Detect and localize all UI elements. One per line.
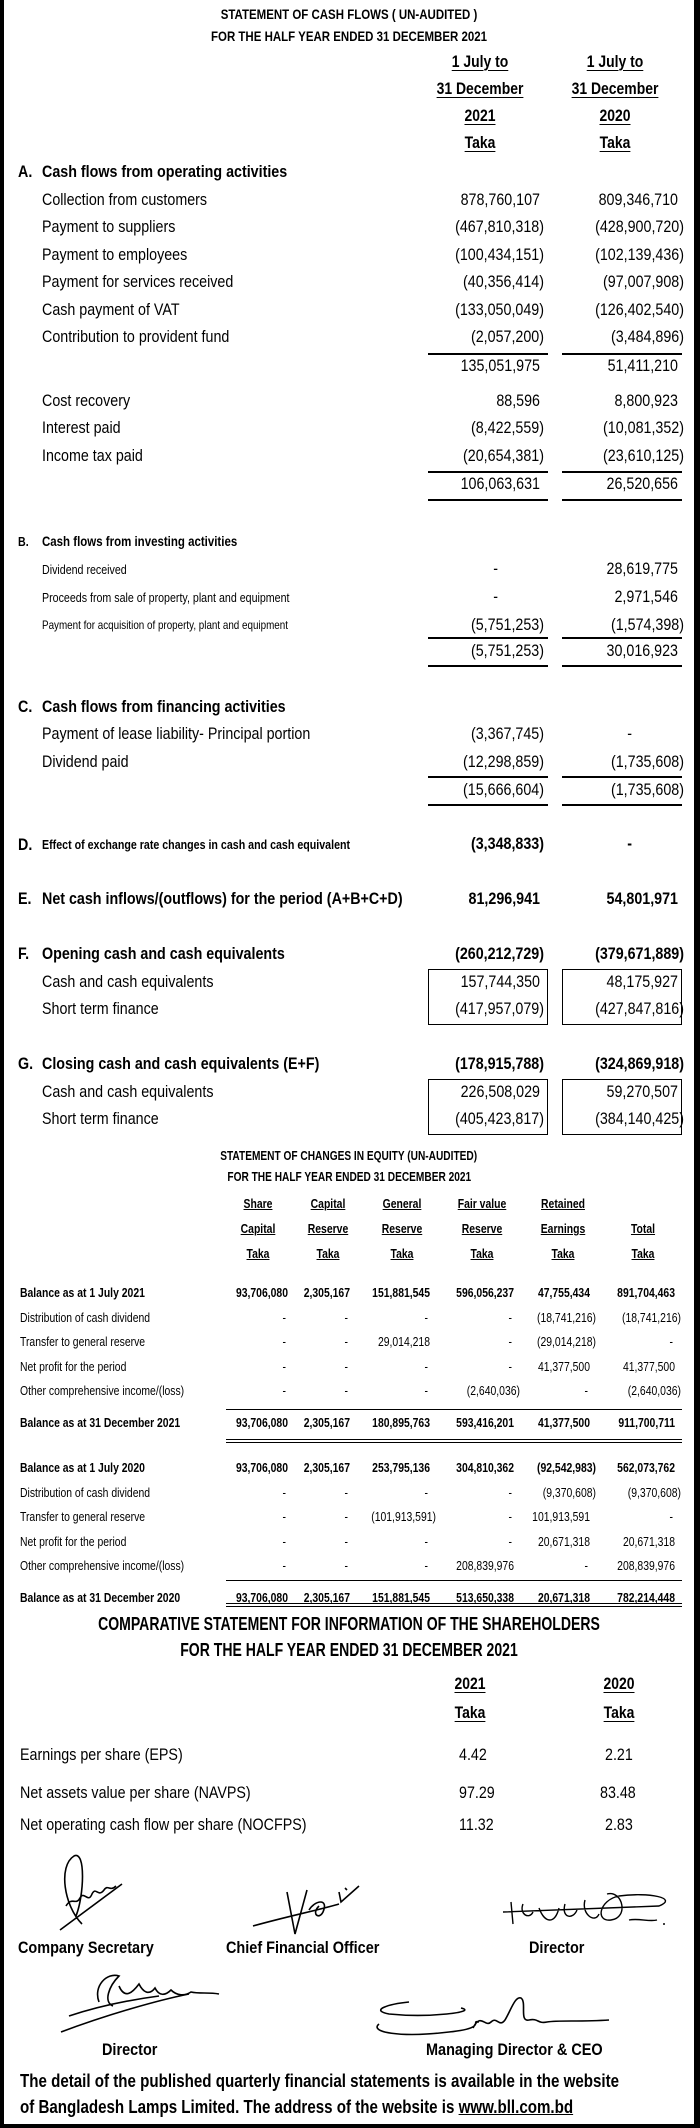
section-c-heading: Cash flows from financing activities [42, 697, 286, 716]
footer-line-2-text: of Bangladesh Lamps Limited. The address of the website is [20, 2097, 459, 2117]
value-2020: (1,574,398) [610, 615, 684, 634]
section-d-heading: Effect of exchange rate changes in cash and cash equivalent [42, 837, 351, 852]
equity-cell: - [584, 1383, 588, 1398]
row-label: Interest paid [42, 418, 121, 437]
cmp-col-2020-year: 2020 [603, 1674, 635, 1693]
equity-cell: - [584, 1558, 588, 1573]
col-2021-line2: 31 December [436, 79, 524, 98]
equity-row-label: Balance as at 31 December 2021 [20, 1414, 181, 1430]
value-2021: (40,356,414) [463, 272, 544, 291]
equity-row-label: Other comprehensive income/(loss) [20, 1383, 185, 1398]
equity-cell: - [669, 1509, 673, 1524]
underline-2020 [562, 637, 682, 639]
value-2021: (3,367,745) [470, 724, 544, 743]
value-2020: (10,081,352) [603, 418, 684, 437]
equity-cell: - [344, 1509, 348, 1524]
equity-row-label: Transfer to general reserve [20, 1334, 146, 1349]
section-f-2021: (260,212,729) [455, 944, 544, 963]
col-2020-line4: Taka [599, 133, 631, 152]
value-2020: (23,610,125) [603, 446, 684, 465]
section-b-letter: B. [18, 534, 29, 549]
signature-role-managing-director-ceo: Managing Director & CEO [426, 2040, 603, 2059]
footer-line-2 [20, 2097, 573, 2118]
cash-flow-title: STATEMENT OF CASH FLOWS ( UN-AUDITED ) [220, 6, 478, 22]
section-f-heading: Opening cash and cash equivalents [42, 944, 285, 963]
equity-cell: 562,073,762 [617, 1460, 675, 1475]
equity-cell: 782,214,448 [617, 1589, 675, 1605]
col-line1: General [382, 1196, 422, 1211]
row-label: Payment for acquisition of property, plant and equipment [42, 618, 288, 632]
equity-row-label: Other comprehensive income/(loss) [20, 1558, 185, 1573]
equity-row-label: Distribution of cash dividend [20, 1484, 151, 1500]
section-c-letter: C. [18, 697, 33, 716]
equity-cell: - [424, 1533, 428, 1549]
section-b-heading: Cash flows from investing activities [42, 533, 238, 549]
equity-cell: 20,671,318 [537, 1589, 590, 1605]
section-e-heading: Net cash inflows/(outflows) for the period (A+B+C+D) [42, 889, 403, 908]
value-2021: (133,050,049) [455, 300, 544, 319]
value-2020: (1,735,608) [610, 752, 684, 771]
col-line3: Taka [246, 1246, 270, 1261]
row-label: Cash and cash equivalents [42, 972, 214, 991]
equity-cell: - [282, 1533, 286, 1549]
section-d-2021: (3,348,833) [470, 834, 544, 853]
equity-cell: 2,305,167 [303, 1460, 350, 1475]
row-label: Payment for services received [42, 272, 234, 291]
cmp-col-2020-unit: Taka [603, 1703, 635, 1722]
row-label: Short term finance [42, 1109, 159, 1128]
value-2020: (384,140,425) [595, 1109, 684, 1128]
signature-company-secretary-icon [54, 1846, 134, 1936]
col-2020-line2: 31 December [571, 79, 659, 98]
value-2020: 2.21 [605, 1745, 633, 1764]
equity-cell: - [508, 1533, 512, 1549]
row-label: Cash payment of VAT [42, 300, 180, 319]
section-f-2020: (379,671,889) [595, 944, 684, 963]
signature-role-director-2: Director [102, 2040, 158, 2059]
equity-cell: - [282, 1309, 286, 1325]
equity-cell: 253,795,136 [372, 1460, 430, 1475]
section-a-heading: Cash flows from operating activities [42, 162, 288, 181]
underline-2021 [428, 776, 548, 778]
row-label: Dividend received [42, 562, 127, 577]
equity-cell: - [424, 1558, 428, 1573]
equity-cell: 101,913,591 [532, 1509, 590, 1524]
section-d-2020: - [627, 834, 632, 853]
underline-2020 [562, 471, 682, 473]
equity-subtitle-text: FOR THE HALF YEAR ENDED 31 DECEMBER 2021 [227, 1169, 471, 1184]
equity-row-label: Balance as at 1 July 2021 [20, 1285, 145, 1300]
section-c-total-2020: (1,735,608) [610, 780, 684, 799]
signature-director-2-icon [59, 1966, 249, 2036]
value-2021: 88,596 [496, 391, 540, 410]
equity-subtitle [4, 1169, 694, 1184]
col-2020-line3: 2020 [599, 106, 631, 125]
col-2021-line4: Taka [464, 133, 496, 152]
row-label: Dividend paid [42, 752, 129, 771]
underline-2020 [562, 776, 682, 778]
section-a-total-2021: 106,063,631 [460, 474, 540, 493]
section-b-total-2021: (5,751,253) [470, 641, 544, 660]
equity-cell: 2,305,167 [303, 1285, 350, 1300]
col-line1: Share [243, 1196, 273, 1211]
equity-cell: - [344, 1383, 348, 1398]
equity-cell: - [282, 1509, 286, 1524]
col-2021-line3: 2021 [464, 106, 496, 125]
equity-cell: 41,377,500 [537, 1358, 590, 1374]
value-2021: 97.29 [459, 1783, 495, 1802]
equity-2020-double-rule-top [226, 1603, 682, 1604]
equity-cell: (2,640,036) [466, 1383, 520, 1398]
equity-cell: 891,704,463 [617, 1285, 675, 1300]
equity-cell: - [424, 1484, 428, 1500]
row-label: Payment to suppliers [42, 217, 176, 236]
value-2020: 83.48 [600, 1783, 636, 1802]
equity-2020-double-rule-bottom [226, 1606, 682, 1607]
value-2020: - [627, 724, 632, 743]
equity-row-label: Distribution of cash dividend [20, 1309, 151, 1325]
value-2021: (8,422,559) [470, 418, 544, 437]
value-2021: (467,810,318) [455, 217, 544, 236]
value-2020: 8,800,923 [614, 391, 678, 410]
row-label: Net operating cash flow per share (NOCFPS) [20, 1815, 307, 1834]
section-e-letter: E. [18, 889, 32, 908]
equity-cell: - [508, 1509, 512, 1524]
section-g-heading: Closing cash and cash equivalents (E+F) [42, 1054, 320, 1073]
equity-cell: - [344, 1533, 348, 1549]
section-e-2020: 54,801,971 [606, 889, 678, 908]
value-2021: 11.32 [459, 1815, 494, 1834]
equity-cell: - [508, 1334, 512, 1349]
equity-cell: - [508, 1358, 512, 1374]
section-g-2021: (178,915,788) [455, 1054, 544, 1073]
equity-cell: 41,377,500 [622, 1358, 675, 1374]
cmp-col-2021-year: 2021 [454, 1674, 486, 1693]
equity-2021-double-rule-top [226, 1439, 682, 1440]
equity-cell: 2,305,167 [303, 1589, 350, 1605]
equity-cell: (9,370,608) [627, 1484, 681, 1500]
equity-cell: - [344, 1334, 348, 1349]
equity-cell: 151,881,545 [372, 1285, 430, 1300]
cmp-col-2021-unit: Taka [454, 1703, 486, 1722]
row-label: Payment to employees [42, 245, 188, 264]
col-2020-line1: 1 July to [586, 52, 644, 71]
value-2021: (20,654,381) [463, 446, 544, 465]
equity-cell: (92,542,983) [537, 1460, 596, 1475]
underline-2021 [428, 471, 548, 473]
equity-row-label: Net profit for the period [20, 1533, 127, 1549]
value-2021: 4.42 [459, 1745, 487, 1764]
underline-2020 [562, 499, 682, 501]
underline-2020 [562, 665, 682, 667]
section-a-total-2020: 26,520,656 [606, 474, 678, 493]
row-label: Net assets value per share (NAVPS) [20, 1783, 251, 1802]
col-line2: Reserve [307, 1221, 349, 1236]
equity-cell: (18,741,216) [537, 1309, 596, 1325]
value-2021: 878,760,107 [460, 190, 540, 209]
equity-cell: 20,671,318 [537, 1533, 590, 1549]
equity-cell: (101,913,591) [371, 1509, 436, 1524]
col-line1: Capital [310, 1196, 346, 1211]
col-line2: Reserve [381, 1221, 423, 1236]
value-2021: - [493, 559, 498, 578]
comparative-subtitle: FOR THE HALF YEAR ENDED 31 DECEMBER 2021 [180, 1640, 518, 1660]
equity-cell: - [508, 1309, 512, 1325]
row-label: Earnings per share (EPS) [20, 1745, 183, 1764]
equity-row-label: Balance as at 1 July 2020 [20, 1460, 145, 1475]
equity-cell: (2,640,036) [627, 1383, 681, 1398]
underline-2020 [562, 353, 682, 355]
equity-row-label: Net profit for the period [20, 1358, 127, 1374]
value-2021: (100,434,151) [455, 245, 544, 264]
section-d-letter: D. [18, 835, 33, 854]
value-2020: 28,619,775 [606, 559, 678, 578]
equity-cell: 593,416,201 [456, 1414, 514, 1430]
equity-2021-total-rule [226, 1409, 682, 1410]
equity-cell: 29,014,218 [377, 1334, 430, 1349]
col-2021-line1: 1 July to [451, 52, 509, 71]
equity-cell: (29,014,218) [537, 1334, 596, 1349]
equity-2021-double-rule-bottom [226, 1442, 682, 1443]
equity-cell: 2,305,167 [303, 1414, 350, 1430]
section-b-total-2020: 30,016,923 [606, 641, 678, 660]
row-label: Cost recovery [42, 391, 131, 410]
equity-cell: 513,650,338 [456, 1589, 514, 1605]
value-2021: 157,744,350 [460, 972, 540, 991]
underline-2021 [428, 353, 548, 355]
value-2020: (102,139,436) [595, 245, 684, 264]
equity-cell: 93,706,080 [235, 1285, 288, 1300]
equity-row-label: Transfer to general reserve [20, 1509, 146, 1524]
comparative-title: COMPARATIVE STATEMENT FOR INFORMATION OF THE SHAREHOLDERS [98, 1614, 600, 1634]
col-line3: Taka [390, 1246, 414, 1261]
row-label: Short term finance [42, 999, 159, 1018]
section-a-subtotal-2020: 51,411,210 [607, 356, 678, 375]
section-e-2021: 81,296,941 [468, 889, 540, 908]
equity-cell: 93,706,080 [235, 1414, 288, 1430]
row-label: Cash and cash equivalents [42, 1082, 214, 1101]
equity-cell: - [282, 1558, 286, 1573]
signature-role-cfo: Chief Financial Officer [226, 1938, 380, 1957]
col-line3: Taka [316, 1246, 340, 1261]
equity-cell: 93,706,080 [235, 1589, 288, 1605]
col-line3: Taka [470, 1246, 494, 1261]
value-2021: (12,298,859) [463, 752, 544, 771]
value-2021: 226,508,029 [460, 1082, 540, 1101]
equity-cell: 41,377,500 [537, 1414, 590, 1430]
underline-2021 [428, 499, 548, 501]
value-2021: - [493, 587, 498, 606]
equity-cell: - [282, 1484, 286, 1500]
section-g-2020: (324,869,918) [595, 1054, 684, 1073]
equity-cell: 47,755,434 [537, 1285, 590, 1300]
signature-role-director-1: Director [529, 1938, 585, 1957]
value-2020: 59,270,507 [606, 1082, 678, 1101]
equity-cell: (9,370,608) [542, 1484, 596, 1500]
underline-2020 [562, 804, 682, 806]
value-2020: (427,847,816) [595, 999, 684, 1018]
equity-cell: (18,741,216) [622, 1309, 681, 1325]
equity-cell: 911,700,711 [618, 1414, 675, 1430]
equity-cell: 180,895,763 [372, 1414, 430, 1430]
col-line3: Taka [631, 1246, 655, 1261]
equity-cell: - [424, 1358, 428, 1374]
section-f-letter: F. [18, 944, 30, 963]
col-line1: Fair value [457, 1196, 507, 1211]
equity-cell: - [344, 1558, 348, 1573]
equity-cell: - [344, 1358, 348, 1374]
equity-cell: 93,706,080 [235, 1460, 288, 1475]
equity-cell: 151,881,545 [372, 1589, 430, 1605]
equity-cell: 208,839,976 [456, 1558, 514, 1573]
section-c-total-2021: (15,666,604) [463, 780, 544, 799]
row-label: Payment of lease liability- Principal portion [42, 724, 311, 743]
value-2020: 2.83 [605, 1815, 633, 1834]
equity-cell: - [344, 1309, 348, 1325]
value-2021: (405,423,817) [455, 1109, 544, 1128]
equity-cell: 20,671,318 [622, 1533, 675, 1549]
equity-title [4, 1148, 694, 1163]
col-line2: Reserve [461, 1221, 503, 1236]
row-label: Income tax paid [42, 446, 143, 465]
financial-statement-page [4, 0, 694, 2124]
equity-cell: - [424, 1309, 428, 1325]
signature-role-company-secretary: Company Secretary [18, 1938, 154, 1957]
equity-cell: - [344, 1484, 348, 1500]
col-line2: Capital [240, 1221, 276, 1236]
footer-line-1: The detail of the published quarterly financial statements is available in the website [20, 2071, 620, 2091]
underline-2021 [428, 804, 548, 806]
signature-director-1-icon [499, 1884, 679, 1944]
equity-cell: 208,839,976 [617, 1558, 675, 1573]
website-link[interactable]: www.bll.com.bd [458, 2097, 574, 2117]
signature-chief-financial-officer-icon [249, 1880, 379, 1940]
cash-flow-subtitle: FOR THE HALF YEAR ENDED 31 DECEMBER 2021 [210, 28, 488, 44]
value-2020: 2,971,546 [614, 587, 678, 606]
equity-title-text: STATEMENT OF CHANGES IN EQUITY (UN-AUDITED) [220, 1148, 478, 1163]
equity-2020-total-rule [226, 1580, 682, 1581]
underline-2021 [428, 665, 548, 667]
value-2020: (428,900,720) [595, 217, 684, 236]
row-label: Contribution to provident fund [42, 327, 230, 346]
equity-row-label: Balance as at 31 December 2020 [20, 1589, 181, 1605]
equity-cell: - [282, 1334, 286, 1349]
value-2021: (417,957,079) [455, 999, 544, 1018]
value-2021: (5,751,253) [470, 615, 544, 634]
equity-cell: 596,056,237 [456, 1285, 514, 1300]
col-line2: Total [630, 1221, 656, 1236]
col-line3: Taka [551, 1246, 575, 1261]
value-2020: (97,007,908) [603, 272, 684, 291]
equity-cell: - [669, 1334, 673, 1349]
value-2020: (3,484,896) [610, 327, 684, 346]
equity-cell: - [282, 1358, 286, 1374]
section-a-letter: A. [18, 162, 33, 181]
col-line2: Earnings [540, 1221, 586, 1236]
value-2021: (2,057,200) [470, 327, 544, 346]
equity-cell: 304,810,362 [456, 1460, 514, 1475]
equity-cell: - [282, 1383, 286, 1398]
value-2020: 809,346,710 [598, 190, 678, 209]
equity-cell: - [424, 1383, 428, 1398]
underline-2021 [428, 637, 548, 639]
section-g-letter: G. [18, 1054, 34, 1073]
row-label: Collection from customers [42, 190, 208, 209]
equity-cell: - [508, 1484, 512, 1500]
value-2020: (126,402,540) [595, 300, 684, 319]
section-a-subtotal-2021: 135,051,975 [460, 356, 540, 375]
row-label: Proceeds from sale of property, plant and equipment [42, 590, 290, 605]
col-line1: Retained [541, 1196, 585, 1211]
value-2020: 48,175,927 [606, 972, 678, 991]
